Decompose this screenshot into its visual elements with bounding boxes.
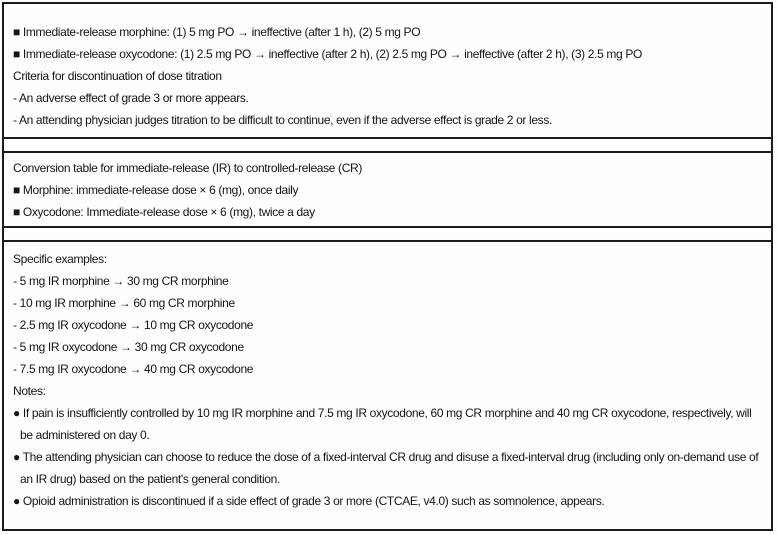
text-line: ● If pain is insufficiently controlled by 10 mg IR morphine and 7.5 mg IR oxycodone, 60 mg CR morphine and 40 mg CR oxycodone, respectively, will be administered on day 0. [13, 406, 752, 442]
text-line: - 7.5 mg IR oxycodone → 40 mg CR oxycodone [13, 362, 254, 376]
text-line: ● Opioid administration is discontinued if a side effect of grade 3 or more (CTCAE, v4.0) such as somnolence, appears. [13, 494, 605, 508]
text-line: ■ Oxycodone: Immediate-release dose × 6 (mg), twice a day [13, 205, 315, 219]
text-line: Criteria for discontinuation of dose titration [13, 69, 222, 83]
text-line: - 5 mg IR morphine → 30 mg CR morphine [13, 274, 229, 288]
text-line: Conversion table for immediate-release (IR) to controlled-release (CR) [13, 161, 362, 175]
text-line: - An adverse effect of grade 3 or more appears. [13, 91, 249, 105]
protocol-table-frame [2, 2, 773, 531]
text-line: Notes: [13, 384, 46, 398]
text-line: ■ Immediate-release oxycodone: (1) 2.5 mg PO → ineffective (after 2 h), (2) 2.5 mg PO → ineffective (after 2 h), (3) 2.5 mg PO [13, 47, 642, 61]
text-line: - 2.5 mg IR oxycodone → 10 mg CR oxycodone [13, 318, 254, 332]
text-line: ● The attending physician can choose to reduce the dose of a fixed-interval CR drug and disuse a fixed-interval drug (including only on-demand use of an IR drug) based on the patient's general condition. [13, 450, 759, 486]
text-line: - 5 mg IR oxycodone → 30 mg CR oxycodone [13, 340, 244, 354]
section-ir-to-cr-conversion [4, 151, 771, 228]
text-line: - 10 mg IR morphine → 60 mg CR morphine [13, 296, 235, 310]
section-divider-gap [4, 228, 771, 240]
section-divider-gap [4, 139, 771, 151]
text-line: ■ Immediate-release morphine: (1) 5 mg PO → ineffective (after 1 h), (2) 5 mg PO [13, 25, 421, 39]
text-line: ■ Morphine: immediate-release dose × 6 (mg), once daily [13, 183, 299, 197]
section-dose-titration-criteria [4, 4, 771, 139]
text-line: - An attending physician judges titration to be difficult to continue, even if the adverse effect is grade 2 or less. [13, 113, 552, 127]
section-specific-examples-notes [4, 240, 771, 529]
text-line: Specific examples: [13, 252, 107, 266]
